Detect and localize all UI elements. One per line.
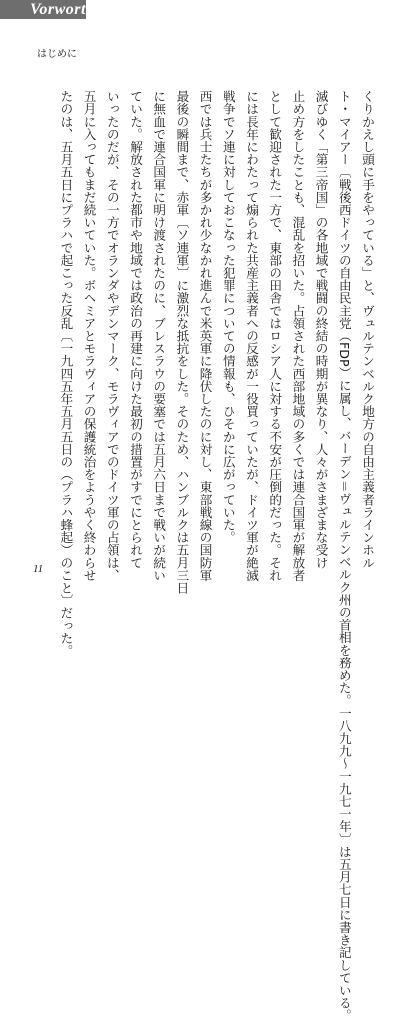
text-column: には長年にわたって煽られた共産主義者への反感が一役買っていたが、ドイツ軍が絶滅 [244, 90, 259, 582]
text-column: 最後の瞬間まで、赤軍〔ソ連軍〕に激烈な抵抗をした。そのため、ハンブルクは五月三日 [174, 90, 190, 594]
text-column: 止め方をしたことも、混乱を招いた。占領された西部地域の多くでは連合国軍が解放者 [290, 90, 306, 582]
text-column: 五月に入ってもまだ続いていた。ボヘミアとモラヴィアの保護統治をようやく終わらせ [81, 90, 97, 582]
text-column: に無血で連合国軍に明け渡されたのに、ブレスラウの要塞では五月六日まで戦いが続い [151, 90, 167, 582]
text-column: 西では兵士たちが多かれ少なかれ進んで米英軍に降伏したのに対し、東部戦線の国防軍 [197, 90, 213, 582]
text-column: ト・マイアー〔戦後西ドイツの自由民主党（FDP）に属し、バーデン＝ヴュルテンベルク州の首相を務めた。一八九九～一九七一年〕は五月七日に書き記している。 [336, 90, 352, 1022]
page-number: 11 [33, 563, 44, 575]
header-tab [0, 0, 86, 19]
text-column: ていた。解放された都市や地域では政治の再建に向けた最初の措置がすでにとられて [128, 90, 143, 569]
text-column: たのは、五月五日にプラハで起こった反乱〔一九四五年五月五日の（プラハ蜂起）のこと〕だった。 [58, 90, 74, 657]
text-column: いったのだが、その一方でオランダやデンマーク、モラヴィアでのドイツ軍の占領は、 [104, 90, 120, 582]
section-title: はじめに [37, 49, 77, 60]
text-column: くりかえし頭に手をやっている」と、ヴュルテンベルク地方の自由主義者ラインホル [360, 90, 375, 569]
header-tab-label: Vorwort [30, 1, 86, 18]
text-column: として歓迎された一方で、東部の田舎ではロシア人に対する不安が圧倒的だった。それ [267, 90, 283, 582]
text-column: 戦争でソ連に対しておこなった犯罪についての情報も、ひそかに広がっていた。 [220, 90, 236, 544]
text-column: 滅びゆく「第三帝国」の各地域で戦闘の終結の時期が異なり、人々がさまざまな受け [313, 90, 329, 569]
